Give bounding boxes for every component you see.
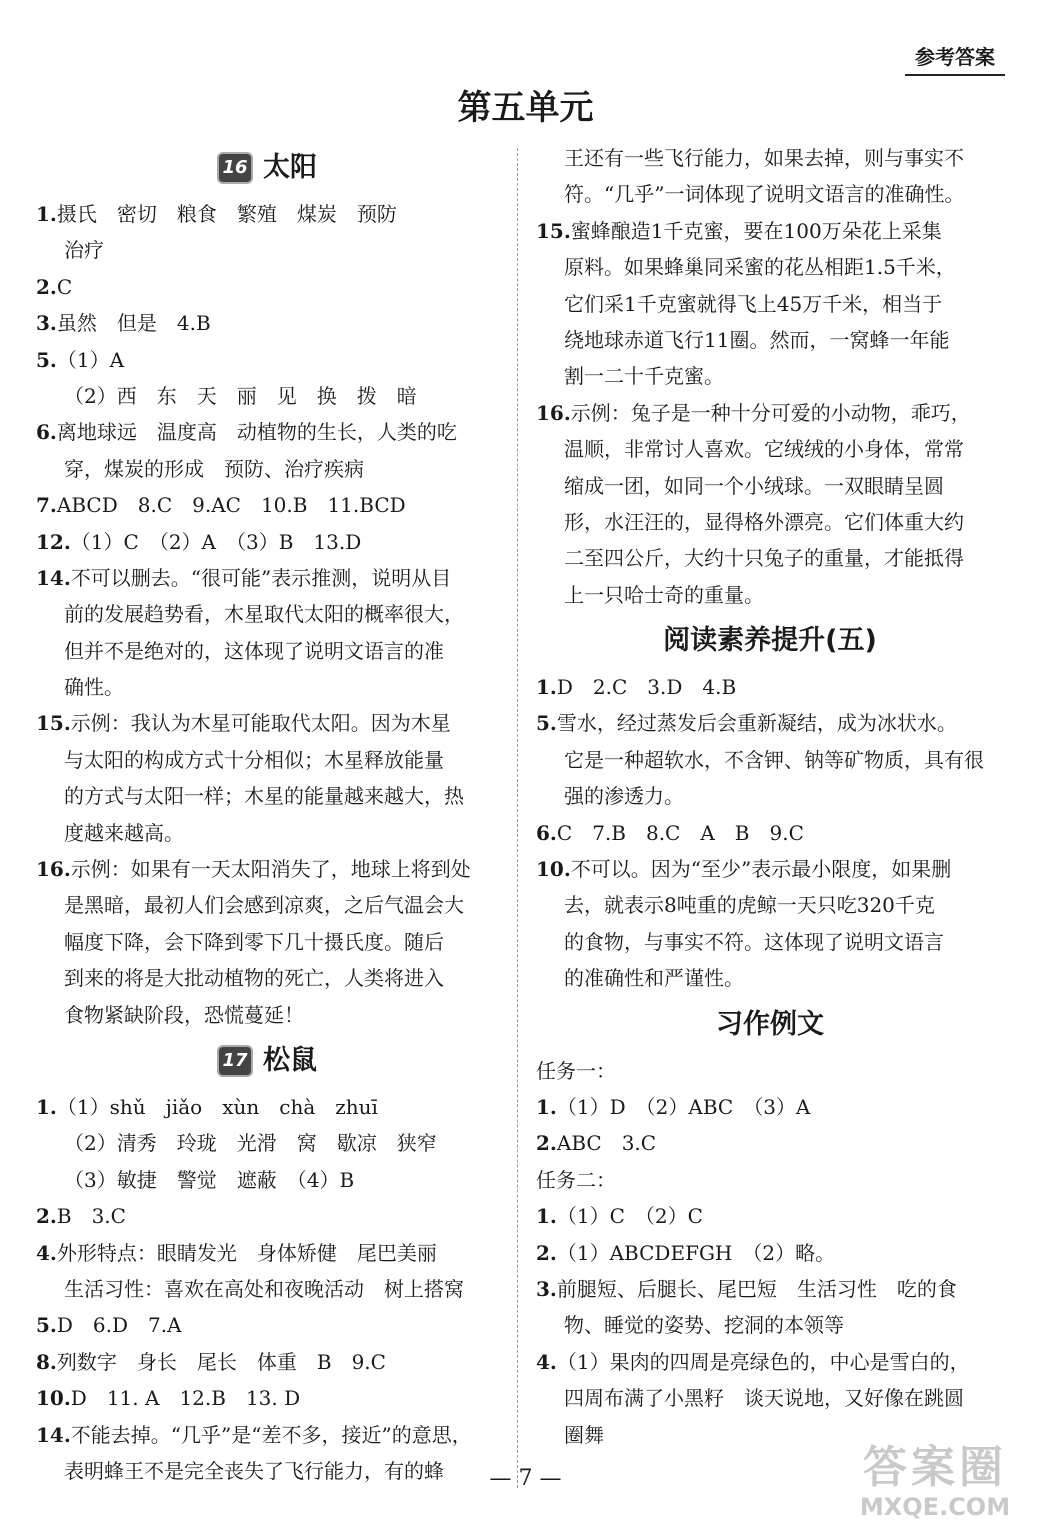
question-number: 10. xyxy=(536,857,571,882)
answer-text: 示例：兔子是一种十分可爱的小动物，乖巧， xyxy=(570,400,971,425)
answer-text: 示例：我认为木星可能取代太阳。因为木星 xyxy=(70,711,451,736)
answer-line xyxy=(36,778,498,814)
answer-line xyxy=(536,395,1004,431)
question-number: 16. xyxy=(536,400,571,425)
answer-line xyxy=(536,1307,1004,1343)
question-number: 2. xyxy=(536,1240,557,1265)
question-number: 10. xyxy=(36,1386,71,1411)
question-number: 6. xyxy=(36,420,57,445)
answer-text: ABCD 8.C 9.AC 10.B 11.BCD xyxy=(56,493,406,518)
answer-line xyxy=(536,924,1004,960)
reading-section-title: 阅读素养提升(五) xyxy=(663,625,877,657)
answer-line xyxy=(36,414,498,450)
answer-text: 幅度下降，会下降到零下几十摄氏度。随后 xyxy=(64,929,444,954)
answer-line xyxy=(36,1162,498,1198)
answer-line xyxy=(36,924,498,960)
question-number: 3. xyxy=(536,1276,557,1301)
answer-line xyxy=(36,451,498,487)
question-number: 5. xyxy=(536,711,557,736)
question-number: 2. xyxy=(36,274,57,299)
lesson-16-badge: 16 xyxy=(217,152,253,184)
question-number: 3. xyxy=(36,311,57,336)
question-number: 2. xyxy=(36,1204,57,1229)
answer-text: 强的渗透力。 xyxy=(564,784,684,809)
answer-text: 物、睡觉的姿势、挖洞的本领等 xyxy=(564,1313,844,1338)
lesson-16-title-text: 太阳 xyxy=(263,152,317,183)
answer-line xyxy=(536,778,1004,814)
answer-line xyxy=(36,1125,498,1161)
answer-line xyxy=(36,487,498,523)
answer-text: 离地球远 温度高 动植物的生长，人类的吃 xyxy=(56,420,457,445)
answer-text: 它是一种超软水，不含钾、钠等矿物质，具有很 xyxy=(564,747,984,772)
answer-line xyxy=(536,249,1004,285)
question-number: 15. xyxy=(536,218,571,243)
answer-text: 不可以。因为“至少”表示最小限度，如果删 xyxy=(570,857,952,882)
answer-line xyxy=(536,1271,1004,1307)
answer-text: 的方式与太阳一样；木星的能量越来越大，热 xyxy=(64,784,464,809)
lesson-17-title xyxy=(36,1033,498,1089)
answer-text: （1）shǔ jiǎo xùn chà zhuī xyxy=(56,1094,378,1119)
lesson-16-answers xyxy=(36,196,498,1033)
answer-line xyxy=(36,633,498,669)
answer-line xyxy=(536,887,1004,923)
question-number: 1. xyxy=(536,1094,557,1119)
answer-text: 王还有一些飞行能力，如果去掉，则与事实不 xyxy=(564,146,964,170)
answer-text: 但并不是绝对的，这体现了说明文语言的准 xyxy=(64,638,444,663)
answer-line xyxy=(36,1307,498,1343)
answer-text: （1）果肉的四周是亮绿色的，中心是雪白的， xyxy=(556,1349,970,1374)
answer-text: 任务一： xyxy=(536,1058,616,1083)
answer-line xyxy=(36,524,498,560)
writing-section-title: 习作例文 xyxy=(716,1008,824,1040)
answer-line xyxy=(536,851,1004,887)
answer-text: ABC 3.C xyxy=(556,1131,657,1156)
lesson-17-answers xyxy=(36,1089,498,1489)
answer-line xyxy=(36,960,498,996)
answer-text: D 6.D 7.A xyxy=(56,1313,182,1338)
answer-line xyxy=(36,669,498,705)
answer-text: 治疗 xyxy=(64,238,104,263)
reference-answers-tag: 参考答案 xyxy=(905,40,1005,76)
answer-text: 二至四公斤，大约十只兔子的重量，才能抵得 xyxy=(564,546,964,571)
reading-answers xyxy=(536,669,1004,997)
answer-text: 列数字 身长 尾长 体重 B 9.C xyxy=(56,1349,386,1374)
answer-text: （1）C （2）A （3）B 13.D xyxy=(70,529,362,554)
answer-text: 符。“几乎”一词体现了说明文语言的准确性。 xyxy=(564,182,965,207)
answer-line xyxy=(536,1162,1004,1198)
answer-text: 不可以删去。“很可能”表示推测，说明从目 xyxy=(70,565,452,590)
answer-text: 任务二： xyxy=(536,1167,616,1192)
answer-text: D 11. A 12.B 13. D xyxy=(70,1386,301,1411)
answer-text: C 7.B 8.C A B 9.C xyxy=(556,820,804,845)
answer-text: 外形特点：眼睛发光 身体矫健 尾巴美丽 xyxy=(56,1240,437,1265)
answer-line xyxy=(36,1198,498,1234)
answer-line xyxy=(536,322,1004,358)
question-number: 1. xyxy=(36,202,57,226)
question-number: 1. xyxy=(36,1094,57,1119)
answer-line xyxy=(536,1235,1004,1271)
answer-line xyxy=(536,742,1004,778)
lesson-17-continued-answers xyxy=(536,140,1004,613)
answer-text: 缩成一团，如同一个小绒球。一双眼睛呈圆 xyxy=(564,473,944,498)
answer-text: 食物紧缺阶段，恐慌蔓延！ xyxy=(64,1002,304,1027)
answer-line xyxy=(536,960,1004,996)
answer-line xyxy=(536,504,1004,540)
answer-text: 不能去掉。“几乎”是“差不多，接近”的意思， xyxy=(70,1422,472,1447)
answer-text: 的食物，与事实不符。这体现了说明文语言 xyxy=(564,929,944,954)
question-number: 1. xyxy=(536,675,557,700)
answer-line xyxy=(536,1344,1004,1380)
answer-text: 确性。 xyxy=(64,675,124,700)
right-column xyxy=(536,140,1004,1453)
answer-text: 生活习性：喜欢在高处和夜晚活动 树上搭窝 xyxy=(64,1276,464,1301)
answer-text: 表明蜂王不是完全丧失了飞行能力，有的蜂 xyxy=(64,1458,444,1483)
answer-text: 的准确性和严谨性。 xyxy=(564,966,744,991)
answer-line xyxy=(36,232,498,268)
answer-line xyxy=(536,431,1004,467)
answer-line xyxy=(36,705,498,741)
question-number: 15. xyxy=(36,711,71,736)
question-number: 14. xyxy=(36,565,71,590)
answer-line xyxy=(536,468,1004,504)
left-column xyxy=(36,140,498,1489)
answer-line xyxy=(536,705,1004,741)
answer-text: （1）C （2）C xyxy=(556,1204,703,1229)
question-number: 1. xyxy=(536,1204,557,1229)
answer-line xyxy=(36,342,498,378)
answer-text: 前的发展趋势看，木星取代太阳的概率很大， xyxy=(64,602,464,627)
question-number: 4. xyxy=(536,1349,557,1374)
answer-line xyxy=(36,1417,498,1453)
answer-line xyxy=(536,577,1004,613)
answer-text: 穿，煤炭的形成 预防、治疗疾病 xyxy=(64,456,364,481)
answer-line xyxy=(536,1089,1004,1125)
answer-line xyxy=(36,1271,498,1307)
question-number: 12. xyxy=(36,529,71,554)
question-number: 8. xyxy=(36,1349,57,1374)
answer-line xyxy=(36,1380,498,1416)
answer-line xyxy=(36,596,498,632)
answer-line xyxy=(536,286,1004,322)
question-number: 14. xyxy=(36,1422,71,1447)
answer-text: D 2.C 3.D 4.B xyxy=(556,675,737,700)
answer-line xyxy=(536,1380,1004,1416)
answer-line xyxy=(536,1125,1004,1161)
answer-text: 它们采1千克蜜就得飞上45万千米，相当于 xyxy=(564,291,943,316)
column-divider xyxy=(517,148,518,1488)
answer-line xyxy=(36,1344,498,1380)
answer-text: 雪水，经过蒸发后会重新凝结，成为冰状水。 xyxy=(556,711,957,736)
answer-line xyxy=(536,540,1004,576)
answer-line xyxy=(36,305,498,341)
answer-line xyxy=(536,1198,1004,1234)
answer-text: 去，就表示8吨重的虎鲸一天只吃320千克 xyxy=(564,893,935,918)
answer-text: （1）D （2）ABC （3）A xyxy=(556,1094,811,1119)
answer-text: 度越来越高。 xyxy=(64,820,184,845)
question-number: 5. xyxy=(36,1313,57,1338)
answer-text: 虽然 但是 4.B xyxy=(56,311,211,336)
answer-text: （3）敏捷 警觉 遮蔽 （4）B xyxy=(64,1167,355,1192)
answer-line xyxy=(36,997,498,1033)
answer-text: 蜜蜂酿造1千克蜜，要在100万朵花上采集 xyxy=(570,218,942,243)
answer-line xyxy=(536,358,1004,394)
answer-line xyxy=(536,669,1004,705)
answer-text: 四周布满了小黑籽 谈天说地，又好像在跳圆 xyxy=(564,1386,964,1411)
answer-text: 到来的将是大批动植物的死亡，人类将进入 xyxy=(64,966,444,991)
question-number: 16. xyxy=(36,857,71,882)
page-number: — 7 — xyxy=(489,1466,562,1491)
question-number: 2. xyxy=(536,1131,557,1156)
answer-line xyxy=(536,213,1004,249)
answer-text: （1）A xyxy=(56,347,125,372)
answer-text: C xyxy=(56,274,73,299)
answer-line xyxy=(36,269,498,305)
answer-line xyxy=(536,176,1004,212)
answer-text: 上一只哈士奇的重量。 xyxy=(564,582,764,607)
lesson-17-badge: 17 xyxy=(217,1045,253,1077)
answer-line xyxy=(36,887,498,923)
answer-text: （2）清秀 玲珑 光滑 窝 歇凉 狭窄 xyxy=(64,1131,437,1156)
answer-text: （2）西 东 天 丽 见 换 拨 暗 xyxy=(64,383,417,408)
answer-text: 温顺，非常讨人喜欢。它绒绒的小身体，常常 xyxy=(564,437,964,462)
watermark-logo xyxy=(835,1442,1035,1528)
answer-line xyxy=(36,815,498,851)
answer-line xyxy=(36,742,498,778)
lesson-17-title-text: 松鼠 xyxy=(263,1044,317,1076)
answer-text: 形，水汪汪的，显得格外漂亮。它们体重大约 xyxy=(564,509,964,534)
lesson-16-title xyxy=(36,140,498,196)
answer-line xyxy=(36,851,498,887)
answer-text: 是黑暗，最初人们会感到凉爽，之后气温会大 xyxy=(64,893,464,918)
answer-text: 原料。如果蜂巢同采蜜的花丛相距1.5千米， xyxy=(564,255,956,280)
answer-line xyxy=(36,196,498,232)
answer-text: 摄氏 密切 粮食 繁殖 煤炭 预防 xyxy=(56,202,397,226)
answer-text: 割一二十千克蜜。 xyxy=(564,364,724,389)
answer-text: （1）ABCDEFGH （2）略。 xyxy=(556,1240,836,1265)
question-number: 6. xyxy=(536,820,557,845)
question-number: 7. xyxy=(36,493,57,518)
unit-title: 第五单元 xyxy=(457,88,594,128)
answer-line xyxy=(36,1235,498,1271)
answer-text: 绕地球赤道飞行11圈。然而，一窝蜂一年能 xyxy=(564,327,950,352)
answer-text: 示例：如果有一天太阳消失了，地球上将到处 xyxy=(70,857,471,882)
answer-line xyxy=(536,815,1004,851)
answer-line xyxy=(536,1053,1004,1089)
question-number: 5. xyxy=(36,347,57,372)
answer-text: 前腿短、后腿长、尾巴短 生活习性 吃的食 xyxy=(556,1276,957,1301)
answer-text: 圈舞 xyxy=(564,1422,604,1447)
question-number: 4. xyxy=(36,1240,57,1265)
answer-line xyxy=(36,378,498,414)
writing-answers xyxy=(536,1053,1004,1453)
answer-text: 与太阳的构成方式十分相似；木星释放能量 xyxy=(64,747,444,772)
answer-line xyxy=(36,560,498,596)
answer-text: B 3.C xyxy=(56,1204,126,1229)
answer-line xyxy=(536,140,1004,176)
answer-line xyxy=(36,1089,498,1125)
watermark-cn-text: 答案圈 xyxy=(863,1442,1007,1493)
watermark-en-text: MXQE.COM xyxy=(859,1493,1011,1521)
